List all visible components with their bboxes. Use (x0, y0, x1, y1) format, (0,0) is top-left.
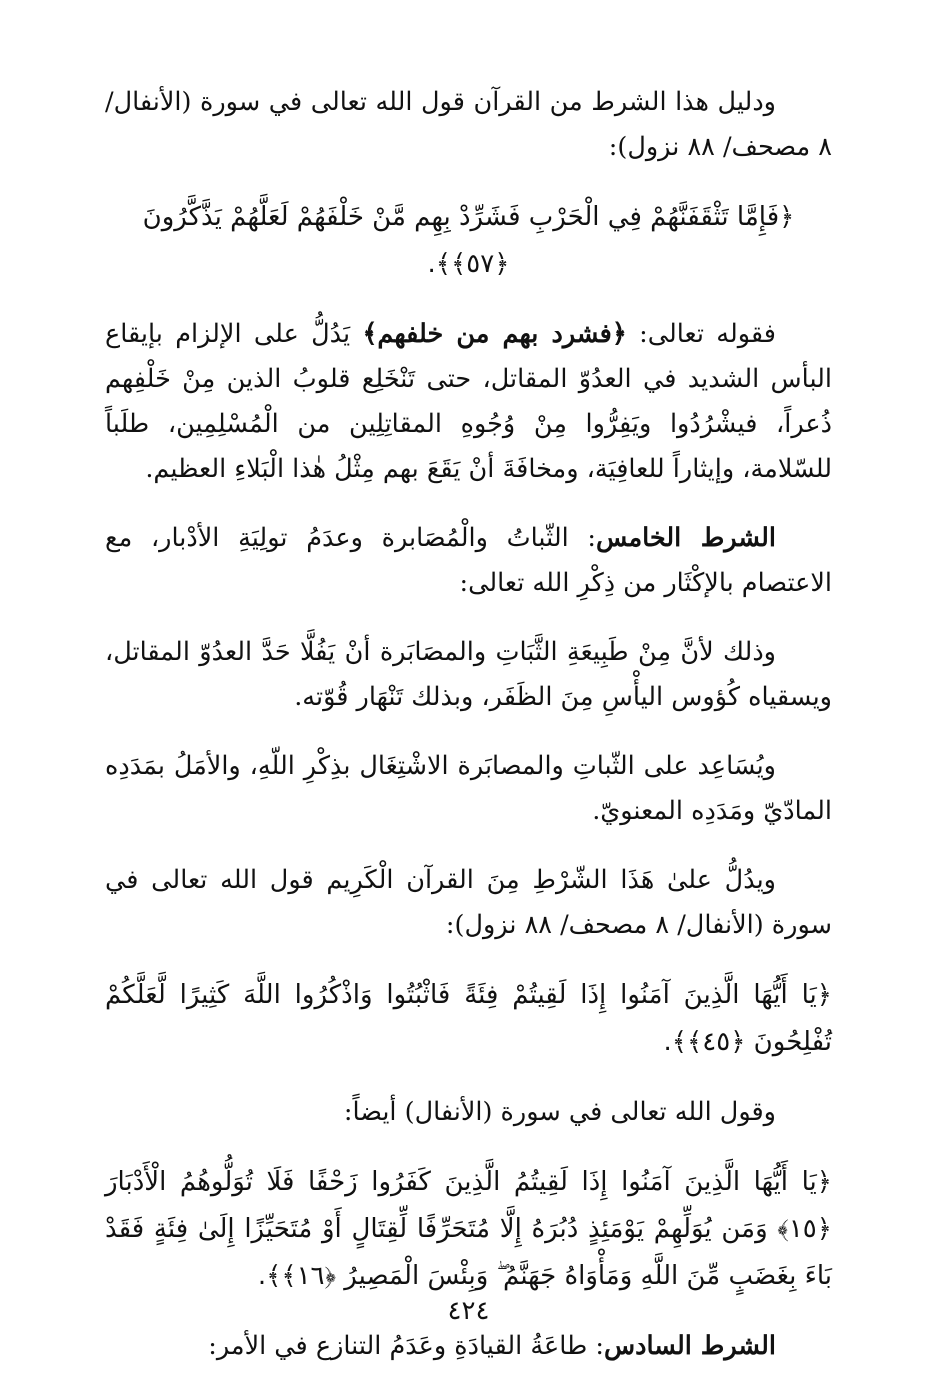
paragraph-text: : الثّباتُ والْمُصَابرة وعدَمُ تولِيَةِ الأدْبار، مع الاعتصام بالإكْثَار من ذِكْرِ الله تعالى: (105, 523, 832, 598)
quran-verse-anfal-15-16 (105, 1159, 832, 1300)
paragraph-also-anfal (105, 1090, 832, 1135)
quoted-verse-phrase: ﴿فشرد بهم من خلفهم﴾ (362, 319, 627, 349)
paragraph-remembrance-help (105, 744, 832, 834)
verse-text: ﴿يَا أَيُّهَا الَّذِينَ آمَنُوا إِذَا لَقِيتُمْ فِئَةً فَاثْبُتُوا وَاذْكُرُوا اللَّهَ كَثِيرًا لَّعَلَّكُمْ تُفْلِحُونَ ﴿٤٥﴾﴾. (105, 980, 832, 1057)
paragraph-text: ودليل هذا الشرط من القرآن قول الله تعالى في سورة (الأنفال/ ٨ مصحف/ ٨٨ نزول): (105, 87, 832, 162)
paragraph-text: فقوله تعالى: (626, 319, 776, 349)
quran-verse-anfal-45 (105, 972, 832, 1066)
section-heading-fifth-condition: الشرط الخامس (595, 523, 776, 553)
quran-verse-anfal-57 (105, 194, 832, 288)
paragraph-fifth-condition (105, 516, 832, 606)
paragraph-sixth-condition (105, 1324, 832, 1369)
paragraph-text: وقول الله تعالى في سورة (الأنفال) أيضاً: (343, 1097, 776, 1127)
page-body (105, 80, 832, 1393)
paragraph-text: يَدُلُّ على الإلزام بإيقاع البأس الشديد في العدُوّ المقاتل، حتى تَنْخَلِع قلوبُ الذين مِنْ خَلْفِهم ذُعراً، فيشْرُدُوا ويَفِرُّوا مِنْ وُجُوهِ المقاتِلِين من الْمُسْلِمِين، طلَباً للسّلامة، وإيثاراً للعافِيَة، ومخافَةَ أنْ يَقَعَ بهم مِثْلُ هٰذا الْبَلاءِ العظيم. (105, 319, 832, 484)
paragraph-text: ويدُلُّ علىٰ هَذَا الشّرْطِ مِنَ القرآن الْكَرِيم قول الله تعالى في سورة (الأنفال/ ٨ مصحف/ ٨٨ نزول): (105, 865, 832, 940)
paragraph-evidence-intro (105, 80, 832, 170)
paragraph-text: : طاعَةُ القيادَةِ وعَدَمُ التنازع في الأمر: (208, 1331, 604, 1361)
verse-text: ﴿فَإِمَّا تَثْقَفَنَّهُمْ فِي الْحَرْبِ فَشَرِّدْ بِهِم مَّنْ خَلْفَهُمْ لَعَلَّهُمْ يَذَّكَّرُونَ ﴿٥٧﴾﴾. (142, 202, 795, 279)
paragraph-text: وذلك لأنَّ مِنْ طَبِيعَةِ الثَّبَاتِ والمصَابَرة أنْ يَفُلَّا حَدَّ العدُوّ المقاتل، ويسقياه كُؤوس اليأْسِ مِنَ الظَفَر، وبذلك تَنْهَار قُوّته. (105, 637, 832, 712)
page-number: ٤٢٤ (447, 1296, 490, 1326)
paragraph-steadfastness-nature (105, 630, 832, 720)
paragraph-text: ويُسَاعِد على الثّباتِ والمصابَرة الاشْتِغَال بذِكْرِ اللّهِ، والأمَلُ بمَدَدِه المادّيّ ومَدَدِه المعنويّ. (105, 751, 832, 826)
section-heading-sixth-condition: الشرط السادس (604, 1331, 776, 1361)
verse-text: ﴿يَا أَيُّهَا الَّذِينَ آمَنُوا إِذَا لَقِيتُمُ الَّذِينَ كَفَرُوا زَحْفًا فَلَا تُوَلُّوهُمُ الْأَدْبَارَ ﴿١٥﴾ وَمَن يُوَلِّهِمْ يَوْمَئِذٍ دُبُرَهُ إِلَّا مُتَحَرِّفًا لِّقِتَالٍ أَوْ مُتَحَيِّزًا إِلَىٰ فِئَةٍ فَقَدْ بَاءَ بِغَضَبٍ مِّنَ اللَّهِ وَمَأْوَاهُ جَهَنَّمُ ۖ وَبِئْسَ الْمَصِيرُ ﴿١٦﴾﴾. (105, 1167, 832, 1291)
paragraph-verse-explanation (105, 312, 832, 492)
paragraph-evidence-fifth (105, 858, 832, 948)
